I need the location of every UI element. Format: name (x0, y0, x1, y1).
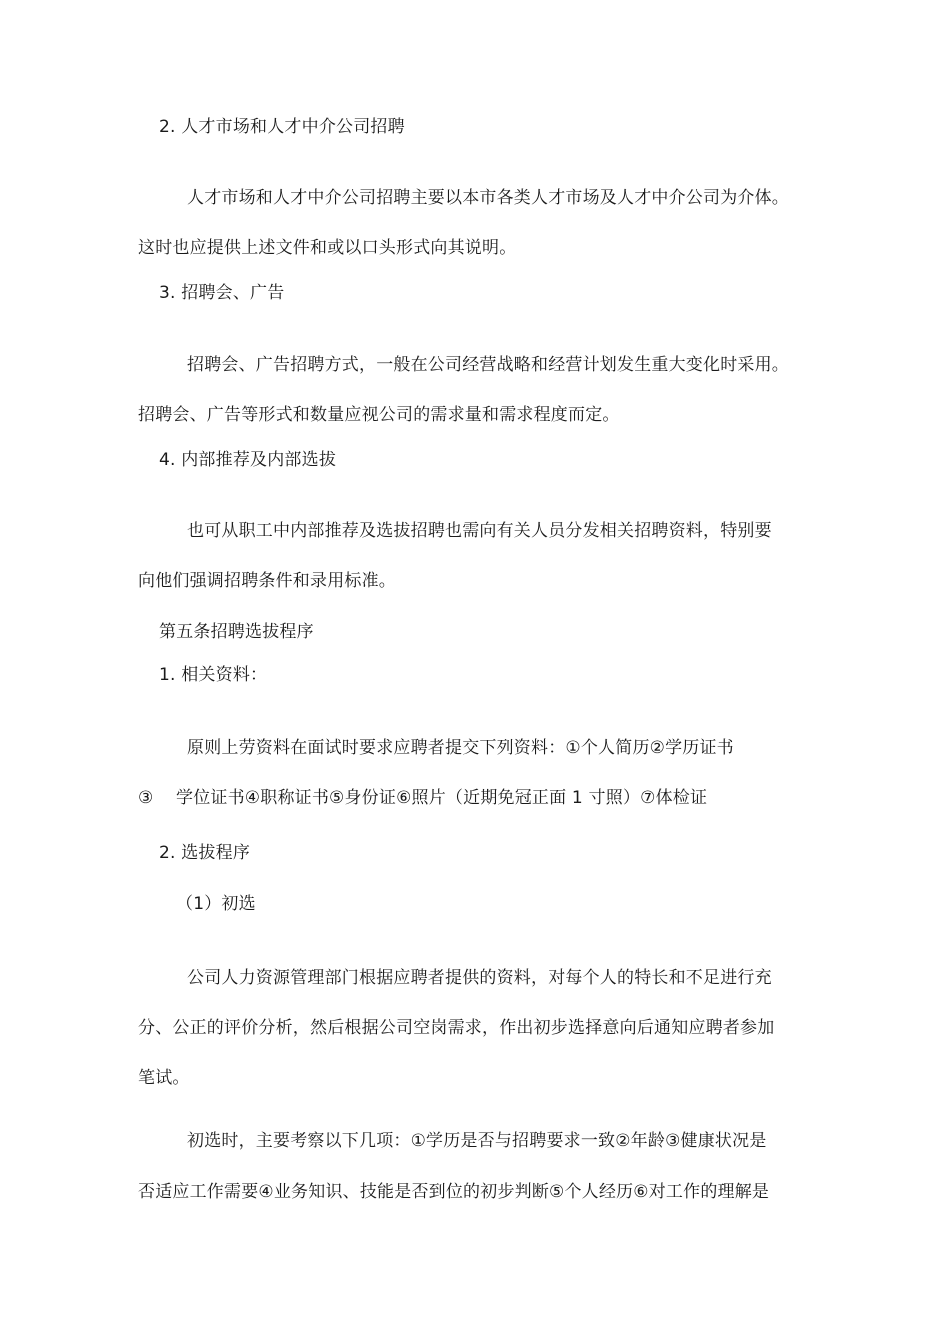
article-heading: 第五条招聘选拔程序 (159, 622, 314, 642)
subsection-heading: （1）初选 (176, 894, 256, 914)
paragraph-line: 也可从职工中内部推荐及选拔招聘也需向有关人员分发相关招聘资料，特别要 (187, 521, 772, 541)
section-heading: 2. 选拔程序 (159, 843, 251, 863)
list-marker: ③ (138, 788, 154, 808)
paragraph-line: 公司人力资源管理部门根据应聘者提供的资料，对每个人的特长和不足进行充 (187, 968, 772, 988)
section-heading: 4. 内部推荐及内部选拔 (159, 450, 337, 470)
paragraph-line: 向他们强调招聘条件和录用标准。 (138, 571, 396, 591)
paragraph-line: 笔试。 (138, 1068, 190, 1088)
section-heading: 2. 人才市场和人才中介公司招聘 (159, 117, 405, 137)
paragraph-line: 招聘会、广告等形式和数量应视公司的需求量和需求程度而定。 (138, 405, 620, 425)
paragraph-line: 初选时，主要考察以下几项：①学历是否与招聘要求一致②年龄③健康状况是 (187, 1131, 767, 1151)
paragraph-line: 原则上劳资料在面试时要求应聘者提交下列资料：①个人简历②学历证书 (187, 738, 734, 758)
section-heading: 3. 招聘会、广告 (159, 283, 285, 303)
paragraph-line: 这时也应提供上述文件和或以口头形式向其说明。 (138, 238, 517, 258)
paragraph-line: 学位证书④职称证书⑤身份证⑥照片（近期免冠正面 1 寸照）⑦体检证 (176, 788, 708, 808)
paragraph-line: 分、公正的评价分析，然后根据公司空岗需求，作出初步选择意向后通知应聘者参加 (138, 1018, 775, 1038)
paragraph-line: 人才市场和人才中介公司招聘主要以本市各类人才市场及人才中介公司为介体。 (187, 188, 789, 208)
paragraph-line: 招聘会、广告招聘方式，一般在公司经营战略和经营计划发生重大变化时采用。 (187, 355, 789, 375)
paragraph-line: 否适应工作需要④业务知识、技能是否到位的初步判断⑤个人经历⑥对工作的理解是 (138, 1182, 770, 1202)
section-heading: 1. 相关资料： (159, 665, 268, 685)
